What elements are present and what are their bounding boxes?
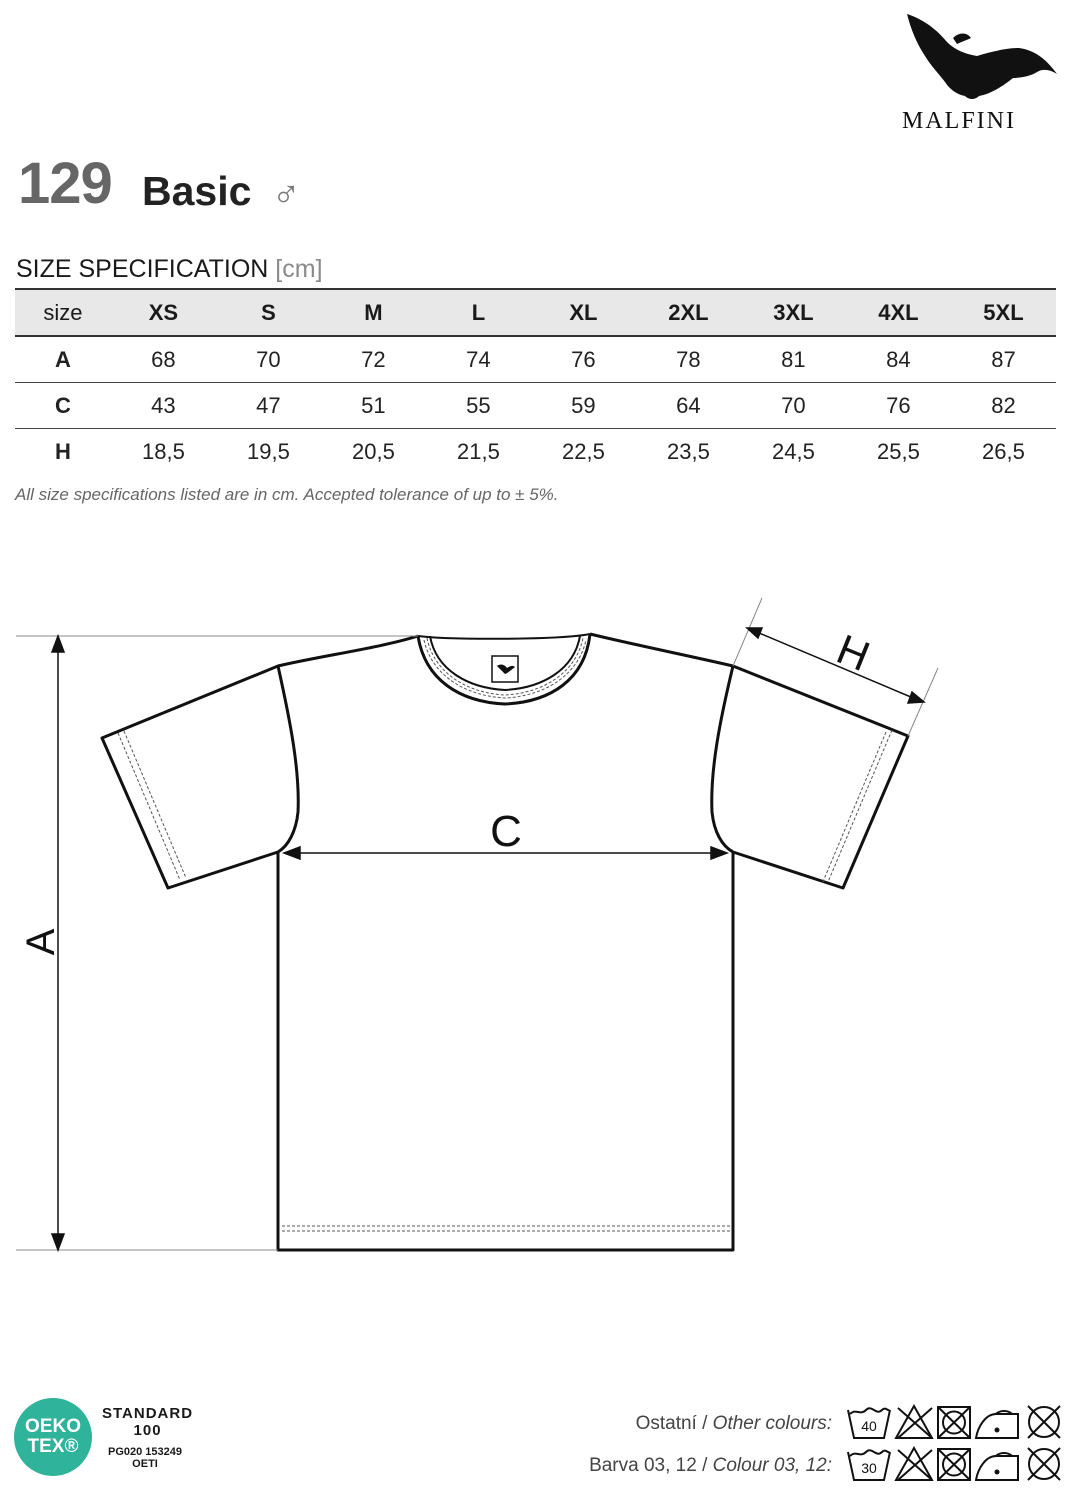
table-cell: 74: [426, 336, 531, 383]
table-cell: 21,5: [457, 438, 500, 464]
table-cell: 76: [846, 383, 951, 429]
other-colours-label: [636, 1413, 832, 1435]
table-header-row: [15, 289, 1056, 336]
table-cell: C: [15, 383, 111, 429]
size-table: [15, 288, 1056, 474]
standard-label: [102, 1405, 193, 1439]
table-cell: 64: [636, 383, 741, 429]
table-cell: 18,5: [142, 438, 185, 464]
label-c: C: [490, 807, 522, 856]
colour-0312-cz: Barva 03, 12 /: [589, 1455, 713, 1476]
tshirt-diagram: [0, 590, 1080, 1270]
other-colours-cz: Ostatní /: [635, 1413, 713, 1434]
table-cell: 23,5: [667, 438, 710, 464]
table-cell: 84: [846, 336, 951, 383]
table-cell: A: [15, 336, 111, 383]
table-cell: 70: [216, 336, 321, 383]
spec-heading: [16, 255, 323, 284]
header-cell: XL: [531, 289, 636, 336]
iron-icon: [976, 1411, 1018, 1438]
stitch-lines: [118, 638, 892, 1231]
male-icon: ♂: [272, 174, 301, 216]
table-cell: 24,5: [772, 438, 815, 464]
header-cell: size: [15, 289, 111, 336]
product-name: Basic: [142, 168, 252, 214]
iron-icon: [976, 1453, 1018, 1480]
table-cell: 25,5: [877, 438, 920, 464]
table-cell: 68: [111, 336, 216, 383]
label-h: H: [830, 625, 877, 681]
table-cell: 70: [741, 383, 846, 429]
header-cell: XS: [111, 289, 216, 336]
standard-line-2: 100: [133, 1422, 162, 1439]
oeko-line-1: OEKO: [25, 1416, 81, 1437]
table-cell: 20,5: [352, 438, 395, 464]
table-cell: 51: [321, 383, 426, 429]
table-cell: 47: [216, 383, 321, 429]
table-cell: 43: [111, 383, 216, 429]
care-symbols-row: [846, 1446, 1068, 1482]
spec-unit: [cm]: [275, 255, 323, 283]
table-cell: 76: [531, 336, 636, 383]
header-cell: 4XL: [846, 289, 951, 336]
standard-line-1: STANDARD: [102, 1405, 194, 1422]
header-cell: M: [321, 289, 426, 336]
table-cell: 82: [951, 383, 1056, 429]
table-cell: 87: [951, 336, 1056, 383]
measurement-lines: [16, 598, 938, 1250]
oeko-tex-logo: [14, 1398, 92, 1476]
no-dry-clean-icon: [1028, 1406, 1060, 1438]
brand-name: MALFINI: [902, 108, 1016, 134]
wash-temp: 40: [861, 1418, 877, 1434]
header-cell: 5XL: [951, 289, 1056, 336]
table-cell: 72: [321, 336, 426, 383]
table-cell: 26,5: [982, 438, 1025, 464]
label-a: A: [19, 928, 63, 956]
oeko-line-2: TEX®: [27, 1436, 79, 1457]
care-symbols-row: [846, 1404, 1068, 1440]
cert-line-1: PG020 153249: [108, 1446, 183, 1458]
table-cell: 22,5: [562, 438, 605, 464]
table-cell: 59: [531, 383, 636, 429]
table-cell: 81: [741, 336, 846, 383]
no-tumble-dry-icon: [938, 1449, 970, 1480]
certificate-code: [108, 1446, 182, 1470]
header-cell: 3XL: [741, 289, 846, 336]
no-bleach-icon: [896, 1448, 932, 1480]
colour-0312-en: Colour 03, 12:: [712, 1455, 832, 1476]
product-number: 129: [18, 151, 112, 216]
no-tumble-dry-icon: [938, 1407, 970, 1438]
table-cell: 19,5: [247, 438, 290, 464]
tolerance-note: All size specifications listed are in cm. Accepted tolerance of up to ± 5%.: [15, 485, 559, 504]
table-row: [15, 383, 1056, 429]
colour-0312-label: [589, 1455, 832, 1477]
wash-temp: 30: [861, 1460, 877, 1476]
table-cell: H: [55, 438, 71, 464]
no-dry-clean-icon: [1028, 1448, 1060, 1480]
header-cell: 2XL: [636, 289, 741, 336]
tshirt-outline: [102, 634, 908, 1250]
neck-label: [492, 656, 518, 682]
cert-line-2: OETI: [132, 1458, 158, 1470]
table-row: [15, 429, 1056, 475]
table-row: [15, 336, 1056, 383]
header-cell: L: [426, 289, 531, 336]
spec-title: SIZE SPECIFICATION: [16, 255, 269, 283]
table-cell: 55: [426, 383, 531, 429]
table-cell: 78: [636, 336, 741, 383]
no-bleach-icon: [896, 1406, 932, 1438]
header-cell: S: [216, 289, 321, 336]
other-colours-en: Other colours:: [712, 1413, 832, 1434]
